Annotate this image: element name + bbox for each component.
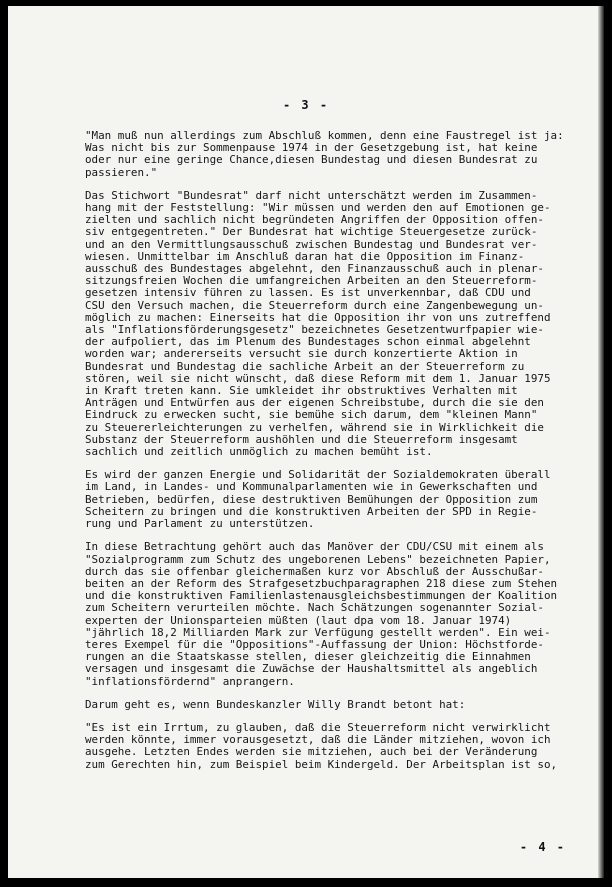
text-line: der aufpoliert, das im Plenum des Bundestages schon einmal abgelehnt (85, 335, 531, 349)
text-line: Eindruck zu erwecken sucht, sie bemühe sich darum, dem "kleinen Mann" (85, 408, 538, 422)
text-line: stören, weil sie nicht wünscht, daß diese Reform mit dem 1. Januar 1975 (85, 371, 551, 385)
text-line: oder nur eine geringe Chance,diesen Bundestag und diesen Bundesrat zu (85, 153, 538, 167)
paragraph (85, 699, 604, 711)
text-line: zum Gerechten hin, zum Beispiel beim Kindergeld. Der Arbeitsplan ist so, (85, 757, 558, 771)
text-line: durch das sie offenbar gleichermaßen kurz vor Abschluß der Ausschußar- (85, 564, 544, 578)
text-line: in Kraft treten kann. Sie umkleidet ihr obstruktives Verhalten mit (85, 384, 518, 398)
text-line: passieren." (85, 165, 158, 179)
text-line: Scheitern zu bringen und die konstruktiven Arbeiten der SPD in Regie- (85, 504, 538, 518)
document-page (8, 6, 604, 878)
text-line: Substanz der Steuerreform aushöhlen und die Steuerreform insgesamt (85, 432, 518, 446)
paragraph (85, 190, 604, 458)
text-line: als "Inflationsförderungsgesetz" bezeichnetes Gesetzentwurfpapier wie- (85, 323, 544, 337)
text-line: ausgehe. Letzten Endes werden sie mitziehen, auch bei der Veränderung (85, 745, 538, 759)
text-line: rung und Parlament zu unterstützen. (85, 517, 315, 531)
text-line: im Land, in Landes- und Kommunalparlamenten wie in Gewerkschaften und (85, 480, 538, 494)
text-line: gesetzen intensiv führen zu lassen. Es ist unverkennbar, daß CDU und (85, 286, 531, 300)
text-line: und die konstruktiven Familienlastenausgleichsbestimmungen der Koalition (85, 589, 558, 603)
body-text (85, 130, 604, 782)
scan-edge (598, 6, 604, 878)
text-line: "inflationsfördernd" anprangern. (85, 674, 295, 688)
paragraph (85, 469, 604, 530)
text-line: experten der Unionsparteien müßten (laut dpa vom 18. Januar 1974) (85, 613, 512, 627)
text-line: CSU den Versuch machen, die Steuerreform durch eine Zangenbewegung un- (85, 298, 544, 312)
text-line: werden könnte, immer vorausgesetzt, daß die Länder mitziehen, wovon ich (85, 733, 551, 747)
text-line: worden war; andererseits versucht sie durch konzertierte Aktion in (85, 347, 518, 361)
text-line: Was nicht bis zur Sommenpause 1974 in der Gesetzgebung ist, hat keine (85, 141, 538, 155)
text-line: beiten an der Reform des Strafgesetzbuchparagraphen 218 diese zum Stehen (85, 576, 558, 590)
text-line: Anträgen und Entwürfen aus der eigenen Schreibstube, durch die sie den (85, 396, 544, 410)
paragraph (85, 130, 604, 179)
text-line: "jährlich 18,2 Milliarden Mark zur Verfügung gestellt werden". Ein wei- (85, 625, 551, 639)
text-line: sachlich und zeitlich unmöglich zu machen bemüht ist. (85, 445, 433, 459)
text-line: möglich zu machen: Einerseits hat die Opposition ihr von uns zutreffend (85, 310, 551, 324)
text-line: "Es ist ein Irrtum, zu glauben, daß die Steuerreform nicht verwirklicht (85, 720, 551, 734)
text-line: Das Stichwort "Bundesrat" darf nicht unterschätzt werden im Zusammen- (85, 188, 538, 202)
text-line: ausschuß des Bundestages abgelehnt, den Finanzausschuß auch in plenar- (85, 262, 544, 276)
text-line: und an den Vermittlungsausschuß zwischen Bundestag und Bundesrat ver- (85, 237, 538, 251)
text-line: rungen an die Staatskasse stellen, dieser gleichzeitig die Einnahmen (85, 650, 531, 664)
text-line: siv entgegentreten." Der Bundesrat hat wichtige Steuergesetze zurück- (85, 225, 538, 239)
text-line: versagen und insgesamt die Zuwächse der Haushaltsmittel als angeblich (85, 662, 538, 676)
paragraph (85, 541, 604, 687)
text-line: zum Scheitern verurteilen möchte. Nach Schätzungen sogenannter Sozial- (85, 601, 544, 615)
text-line: hang mit der Feststellung: "Wir müssen und werden den auf Emotionen ge- (85, 201, 551, 215)
next-page-marker: - 4 - (519, 840, 566, 854)
text-line: zu Steuererleichterungen zu verhelfen, während sie in Wirklichkeit die (85, 420, 544, 434)
text-line: zielten und sachlich nicht begründeten Angriffen der Opposition offen- (85, 213, 544, 227)
text-line: teres Exempel für die "Oppositions"-Auffassung der Union: Höchstforde- (85, 637, 544, 651)
text-line: sitzungsfreien Wochen die umfangreichen Arbeiten an den Steuerreform- (85, 274, 538, 288)
text-line: Es wird der ganzen Energie und Solidarität der Sozialdemokraten überall (85, 468, 551, 482)
text-line: Betrieben, bedürfen, diese destruktiven Bemühungen der Opposition zum (85, 492, 538, 506)
text-line: "Sozialprogramm zum Schutz des ungeborenen Lebens" bezeichneten Papier, (85, 552, 551, 566)
text-line: Darum geht es, wenn Bundeskanzler Willy Brandt betont hat: (85, 697, 466, 711)
text-line: Bundesrat und Bundestag die sachliche Arbeit an der Steuerreform zu (85, 359, 525, 373)
text-line: "Man muß nun allerdings zum Abschluß kommen, denn eine Faustregel ist ja: (85, 129, 564, 142)
text-line: wiesen. Unmittelbar im Anschluß daran hat die Opposition im Finanz- (85, 249, 525, 263)
paragraph (85, 722, 604, 771)
page-number: - 3 - (282, 98, 330, 112)
text-line: In diese Betrachtung gehört auch das Manöver der CDU/CSU mit einem als (85, 540, 544, 554)
